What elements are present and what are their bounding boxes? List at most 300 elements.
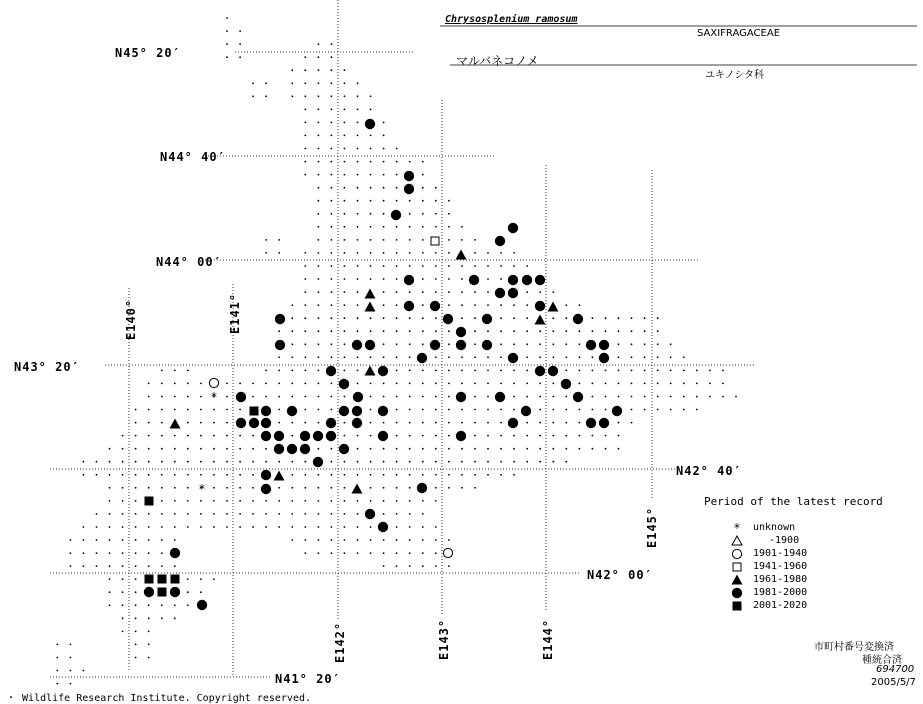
grid-dot — [500, 383, 502, 385]
grid-dot — [122, 461, 124, 463]
grid-dot — [187, 383, 189, 385]
grid-dot — [122, 617, 124, 619]
legend-symbol-star: * — [733, 521, 741, 535]
grid-dot — [239, 383, 241, 385]
grid-dot — [109, 552, 111, 554]
grid-dot — [148, 552, 150, 554]
legend-label-1941-1960: 1941-1960 — [753, 561, 808, 572]
grid-dot — [631, 396, 633, 398]
record-1981-2000 — [443, 314, 453, 324]
grid-dot — [344, 500, 346, 502]
grid-dot — [487, 474, 489, 476]
grid-dot — [448, 422, 450, 424]
grid-dot — [539, 409, 541, 411]
grid-dot — [500, 422, 502, 424]
grid-dot — [422, 239, 424, 241]
grid-dot — [422, 330, 424, 332]
grid-dot — [370, 526, 372, 528]
record-1981-2000 — [170, 587, 180, 597]
grid-dot — [344, 252, 346, 254]
grid-dot — [357, 448, 359, 450]
grid-dot — [278, 409, 280, 411]
grid-dot — [200, 526, 202, 528]
grid-dot — [500, 317, 502, 319]
grid-dot — [252, 383, 254, 385]
grid-dot — [318, 291, 320, 293]
grid-dot — [539, 461, 541, 463]
grid-dot — [96, 552, 98, 554]
record-1981-2000 — [535, 301, 545, 311]
grid-dot — [422, 343, 424, 345]
grid-dot — [357, 383, 359, 385]
grid-dot — [148, 604, 150, 606]
grid-dot — [291, 500, 293, 502]
grid-dot — [83, 461, 85, 463]
grid-dot — [657, 383, 659, 385]
grid-dot — [526, 304, 528, 306]
lat-label-42-40: N42° 40′ — [676, 464, 742, 478]
grid-dot — [565, 317, 567, 319]
record-1981-2000 — [339, 379, 349, 389]
legend-symbol-circle-filled — [732, 588, 742, 598]
grid-dot — [565, 330, 567, 332]
record-1981-2000 — [508, 418, 518, 428]
grid-dot — [331, 135, 333, 137]
record-1981-2000 — [521, 406, 531, 416]
grid-dot — [657, 317, 659, 319]
grid-dot — [318, 226, 320, 228]
grid-dot — [461, 226, 463, 228]
grid-dot — [318, 552, 320, 554]
grid-dot — [396, 487, 398, 489]
grid-dot — [370, 278, 372, 280]
grid-dot — [135, 539, 137, 541]
grid-dot — [422, 409, 424, 411]
grid-dot — [500, 304, 502, 306]
grid-dot — [331, 448, 333, 450]
grid-dot — [344, 82, 346, 84]
grid-dot — [252, 435, 254, 437]
grid-dot — [344, 148, 346, 150]
grid-dot — [409, 435, 411, 437]
grid-dot — [161, 487, 163, 489]
legend-label-1981-2000: 1981-2000 — [753, 587, 808, 598]
grid-dot — [565, 448, 567, 450]
grid-dot — [370, 448, 372, 450]
grid-dot — [396, 474, 398, 476]
record-1981-2000 — [326, 418, 336, 428]
grid-dot — [331, 474, 333, 476]
grid-dot — [396, 370, 398, 372]
grid-dot — [513, 343, 515, 345]
grid-dot — [304, 422, 306, 424]
grid-dot — [448, 370, 450, 372]
grid-dot — [187, 370, 189, 372]
grid-dot — [357, 552, 359, 554]
grid-dot — [448, 239, 450, 241]
grid-dot — [513, 383, 515, 385]
grid-dot — [383, 174, 385, 176]
grid-dot — [344, 109, 346, 111]
grid-dot — [383, 461, 385, 463]
grid-dot — [396, 278, 398, 280]
grid-dot — [109, 604, 111, 606]
grid-dot — [357, 317, 359, 319]
grid-dot — [618, 383, 620, 385]
grid-dot — [278, 356, 280, 358]
grid-dot — [331, 330, 333, 332]
grid-dot — [383, 135, 385, 137]
grid-dot — [344, 200, 346, 202]
grid-dot — [474, 291, 476, 293]
grid-dot — [187, 409, 189, 411]
grid-dot — [331, 82, 333, 84]
record-1981-2000 — [274, 431, 284, 441]
grid-dot — [474, 304, 476, 306]
grid-dot — [683, 383, 685, 385]
grid-dot — [435, 552, 437, 554]
lat-label-41-20: N41° 20′ — [275, 672, 341, 686]
record-1981-2000 — [508, 275, 518, 285]
grid-dot — [552, 409, 554, 411]
grid-dot — [383, 500, 385, 502]
grid-dot — [122, 604, 124, 606]
grid-dot — [618, 396, 620, 398]
grid-dot — [383, 539, 385, 541]
grid-dot — [370, 474, 372, 476]
grid-dot — [709, 383, 711, 385]
record-1981-2000 — [275, 340, 285, 350]
grid-dot — [357, 252, 359, 254]
grid-dot — [631, 330, 633, 332]
grid-dot — [331, 278, 333, 280]
record-1981-2000 — [417, 483, 427, 493]
grid-dot — [318, 200, 320, 202]
grid-dot — [291, 422, 293, 424]
legend-symbol-square-filled — [733, 602, 742, 611]
grid-dot — [513, 396, 515, 398]
record-1981-2000 — [144, 587, 154, 597]
record-1961-1980 — [365, 302, 376, 312]
record-1981-2000 — [313, 457, 323, 467]
grid-dot — [409, 200, 411, 202]
grid-dot — [344, 135, 346, 137]
grid-dot — [513, 474, 515, 476]
record-1981-2000 — [508, 288, 518, 298]
grid-dot — [135, 657, 137, 659]
grid-dot — [200, 474, 202, 476]
grid-dot — [148, 526, 150, 528]
grid-dot — [304, 82, 306, 84]
grid-dot — [161, 370, 163, 372]
grid-dot — [304, 409, 306, 411]
grid-dot — [396, 526, 398, 528]
grid-dot — [318, 95, 320, 97]
grid-dot — [448, 435, 450, 437]
grid-dot — [226, 383, 228, 385]
record-1981-2000 — [612, 406, 622, 416]
grid-dot — [161, 539, 163, 541]
grid-dot — [565, 304, 567, 306]
grid-dot — [96, 539, 98, 541]
grid-dot — [239, 56, 241, 58]
grid-dot — [539, 435, 541, 437]
grid-dot — [291, 356, 293, 358]
grid-dot — [135, 591, 137, 593]
grid-dot — [605, 370, 607, 372]
grid-dot — [200, 513, 202, 515]
lon-label-143: E143° — [437, 618, 451, 660]
grid-dot — [318, 135, 320, 137]
grid-dot — [565, 422, 567, 424]
grid-dot — [422, 435, 424, 437]
grid-dot — [396, 200, 398, 202]
record-1981-2000 — [365, 509, 375, 519]
grid-dot — [122, 487, 124, 489]
grid-dot — [422, 565, 424, 567]
record-1981-2000 — [287, 406, 297, 416]
record-1981-2000 — [391, 210, 401, 220]
grid-dot — [344, 330, 346, 332]
grid-dot — [304, 539, 306, 541]
grid-dot — [187, 591, 189, 593]
grid-dot — [370, 461, 372, 463]
grid-dot — [122, 552, 124, 554]
grid-dot — [331, 226, 333, 228]
grid-dot — [396, 174, 398, 176]
grid-dot — [461, 265, 463, 267]
grid-dot — [435, 265, 437, 267]
grid-dot — [526, 461, 528, 463]
grid-dot — [70, 552, 72, 554]
grid-dot — [83, 526, 85, 528]
grid-dot — [226, 422, 228, 424]
grid-dot — [318, 187, 320, 189]
grid-dot — [370, 148, 372, 150]
record-1961-1980 — [352, 484, 363, 494]
grid-dot — [331, 161, 333, 163]
grid-dot — [592, 435, 594, 437]
grid-dot — [357, 304, 359, 306]
grid-dot — [239, 500, 241, 502]
grid-dot — [344, 422, 346, 424]
grid-dot — [161, 435, 163, 437]
grid-dot — [370, 422, 372, 424]
grid-dot — [370, 500, 372, 502]
grid-dot — [409, 500, 411, 502]
grid-dot — [683, 396, 685, 398]
grid-dot — [409, 239, 411, 241]
record-1961-1980 — [548, 302, 559, 312]
grid-dot — [174, 474, 176, 476]
copyright-text: Wildlife Research Institute. Copyright reserved. — [22, 693, 312, 704]
grid-dot — [409, 539, 411, 541]
grid-dot — [148, 487, 150, 489]
grid-dot — [200, 591, 202, 593]
grid-dot — [318, 487, 320, 489]
grid-dot — [226, 474, 228, 476]
grid-dot — [344, 174, 346, 176]
grid-dot — [409, 213, 411, 215]
grid-dot — [96, 461, 98, 463]
grid-dot — [304, 474, 306, 476]
record-1981-2000 — [300, 444, 310, 454]
grid-dot — [722, 396, 724, 398]
grid-dot — [357, 265, 359, 267]
grid-dot — [135, 526, 137, 528]
grid-dot — [631, 409, 633, 411]
grid-dot — [644, 383, 646, 385]
grid-dot — [644, 396, 646, 398]
grid-dot — [239, 43, 241, 45]
grid-dot — [148, 631, 150, 633]
grid-dot — [396, 500, 398, 502]
grid-dot — [422, 526, 424, 528]
grid-dot — [304, 161, 306, 163]
grid-dot — [396, 396, 398, 398]
grid-dot — [448, 330, 450, 332]
grid-dot — [304, 370, 306, 372]
grid-dot — [592, 356, 594, 358]
grid-dot — [370, 356, 372, 358]
record-1981-2000 — [430, 340, 440, 350]
grid-dot — [278, 500, 280, 502]
grid-dot — [331, 539, 333, 541]
grid-dot — [318, 122, 320, 124]
record-1961-1980 — [365, 366, 376, 376]
footer-date: 2005/5/7 — [871, 677, 916, 688]
grid-dot — [644, 370, 646, 372]
grid-dot — [552, 291, 554, 293]
grid-dot — [409, 565, 411, 567]
grid-dot — [631, 317, 633, 319]
grid-dot — [435, 370, 437, 372]
grid-dot — [657, 343, 659, 345]
grid-dot — [409, 330, 411, 332]
grid-dot — [135, 487, 137, 489]
grid-dot — [148, 422, 150, 424]
grid-dot — [331, 552, 333, 554]
grid-dot — [291, 513, 293, 515]
grid-dot — [370, 383, 372, 385]
grid-dot — [174, 448, 176, 450]
grid-dot — [331, 122, 333, 124]
grid-dot — [513, 252, 515, 254]
grid-dot — [448, 461, 450, 463]
record-1981-2000 — [456, 327, 466, 337]
grid-dot — [304, 552, 306, 554]
grid-dot — [291, 82, 293, 84]
grid-dot — [396, 343, 398, 345]
grid-dot — [461, 448, 463, 450]
grid-dot — [304, 135, 306, 137]
grid-dot — [357, 461, 359, 463]
grid-dot — [109, 461, 111, 463]
grid-dot — [500, 265, 502, 267]
grid-dot — [644, 343, 646, 345]
grid-dot — [579, 330, 581, 332]
grid-dot — [487, 356, 489, 358]
grid-dot — [370, 539, 372, 541]
grid-dot — [318, 304, 320, 306]
legend-symbols — [732, 521, 743, 611]
grid-dot — [422, 317, 424, 319]
grid-dot — [670, 343, 672, 345]
grid-dot — [187, 526, 189, 528]
grid-dot — [226, 435, 228, 437]
grid-dot — [552, 422, 554, 424]
grid-dot — [331, 304, 333, 306]
grid-dot — [252, 526, 254, 528]
grid-dot — [331, 239, 333, 241]
grid-dot — [318, 409, 320, 411]
grid-dot — [409, 343, 411, 345]
grid-dot — [304, 122, 306, 124]
grid-dot — [579, 448, 581, 450]
record-1981-2000 — [170, 548, 180, 558]
grid-dot — [357, 135, 359, 137]
grid-dot — [422, 187, 424, 189]
grid-dot — [265, 95, 267, 97]
grid-dot — [539, 448, 541, 450]
grid-dot — [618, 356, 620, 358]
grid-dot — [96, 526, 98, 528]
grid-dot — [422, 422, 424, 424]
record-1981-2000 — [326, 366, 336, 376]
grid-dot — [461, 239, 463, 241]
grid-dot — [474, 487, 476, 489]
record-1981-2000 — [469, 275, 479, 285]
grid-dot — [304, 265, 306, 267]
record-1981-2000 — [404, 184, 414, 194]
grid-dot — [370, 435, 372, 437]
grid-dot — [579, 409, 581, 411]
grid-dot — [435, 383, 437, 385]
grid-dot — [187, 474, 189, 476]
grid-dot — [670, 356, 672, 358]
grid-dot — [370, 252, 372, 254]
grid-dot — [383, 317, 385, 319]
lat-label-44-40: N44° 40′ — [160, 150, 226, 164]
grid-dot — [291, 383, 293, 385]
grid-dot — [500, 448, 502, 450]
grid-dot — [448, 409, 450, 411]
grid-dot — [318, 396, 320, 398]
grid-dot — [278, 396, 280, 398]
record-1981-2000 — [287, 444, 297, 454]
grid-dot — [383, 239, 385, 241]
grid-dot — [474, 448, 476, 450]
grid-dot — [513, 317, 515, 319]
grid-dot — [265, 370, 267, 372]
grid-dot — [383, 252, 385, 254]
grid-dot — [709, 370, 711, 372]
grid-dot — [526, 370, 528, 372]
grid-dot — [200, 409, 202, 411]
grid-dot — [135, 422, 137, 424]
grid-dot — [122, 539, 124, 541]
grid-dot — [318, 43, 320, 45]
grid-dot — [239, 448, 241, 450]
grid-dot — [304, 317, 306, 319]
grid-dot — [422, 539, 424, 541]
record-2001-2020 — [158, 588, 167, 597]
grid-dot — [122, 435, 124, 437]
grid-dot — [383, 161, 385, 163]
grid-dot — [370, 317, 372, 319]
grid-dot — [396, 226, 398, 228]
legend-symbol-circle-open — [732, 549, 741, 558]
